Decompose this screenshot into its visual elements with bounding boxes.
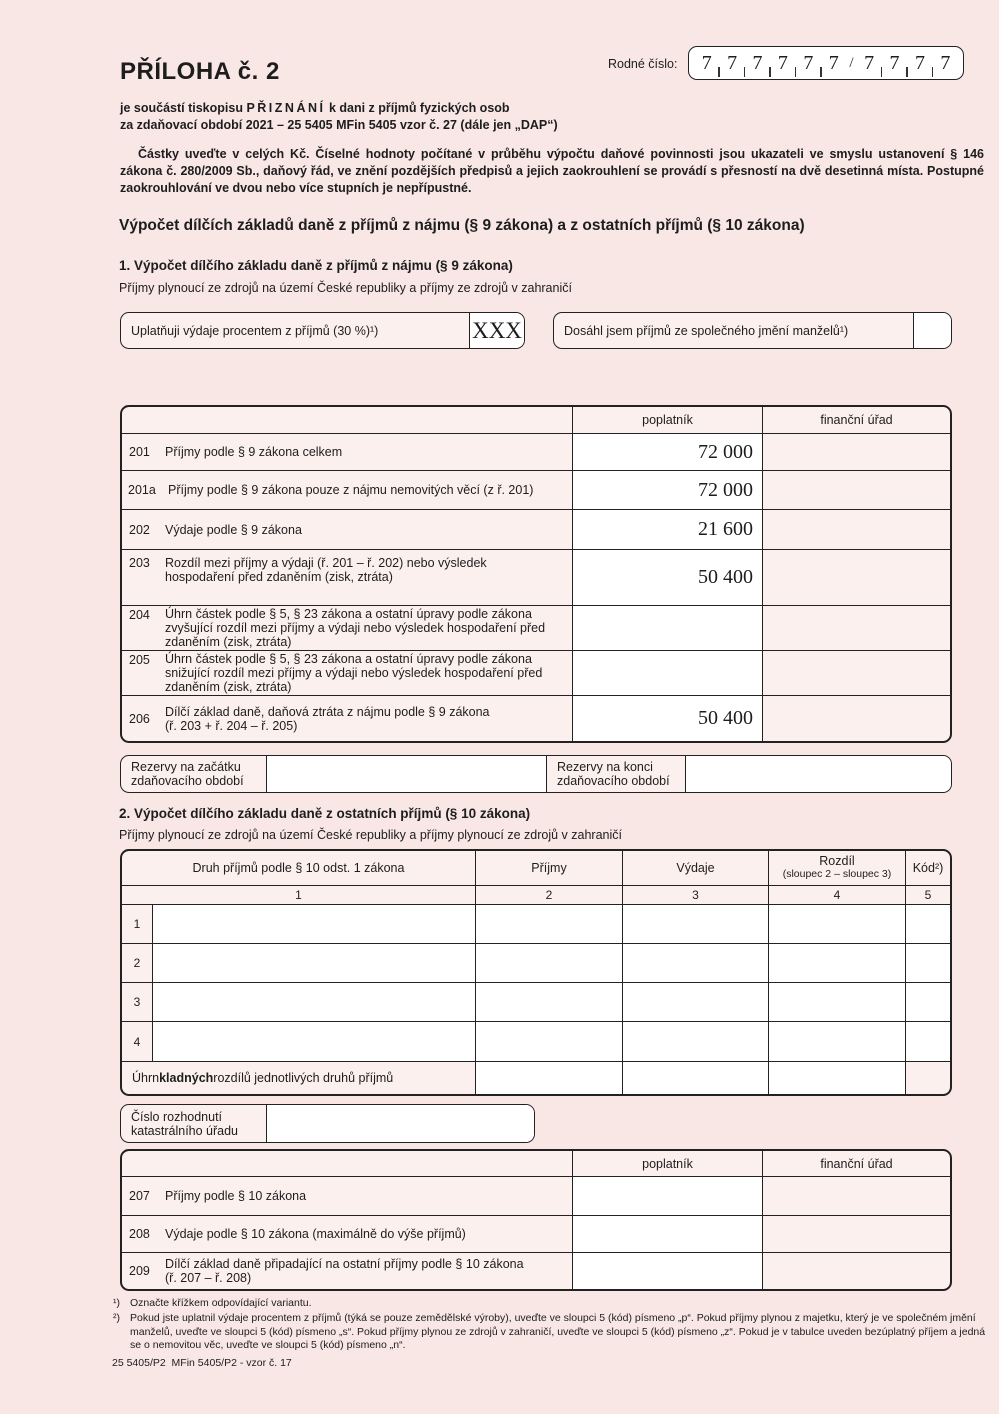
- row-2-druh-input[interactable]: [152, 943, 475, 982]
- checkbox-spouse-income-label: Dosáhl jsem příjmů ze společného jmění manželů¹): [564, 323, 849, 338]
- row-label: [165, 523, 572, 537]
- footnote-2-text: Pokud jste uplatnil výdaje procentem z příjmů (týká se pouze zemědělské výroby), uveďte ve sloupci 5 (kód) písmeno „p“. Pokud příjmy plynou z majetku, který je ve společném jmění manželů, uveďte ve sloupci 5 (kód) písmeno „s“. Pokud příjmy plynou ze zdrojů v zahraničí, uveďte ve sloupci 5 (kód) písmeno „z“. Pokud je v tabulce uveden bezúplatný příjem a jedná se o nemovitou věc, uveďte ve sloupci 5 (kód) písmeno „n“.: [130, 1312, 986, 1351]
- table-row-206: [122, 695, 950, 741]
- table2-data-row-2: [122, 943, 950, 982]
- row-label-text: Dílčí základ daně připadající na ostatní příjmy podle § 10 zákona: [165, 1257, 524, 1271]
- table-header-row: [122, 407, 950, 433]
- colnum-1: 1: [122, 885, 475, 904]
- row-4-prijmy-input[interactable]: [475, 1021, 622, 1061]
- table-row-209: [122, 1252, 950, 1289]
- table2-data-row-3: [122, 982, 950, 1021]
- row-202-poplatnik-input[interactable]: [572, 509, 762, 549]
- katastr-label: Číslo rozhodnutí katastrálního úřadu: [131, 1109, 239, 1138]
- row-number: 201a: [128, 483, 156, 497]
- row-label-line2: (ř. 203 + ř. 204 – ř. 205): [165, 718, 298, 733]
- row-209-poplatnik-input[interactable]: [572, 1252, 762, 1289]
- rodne-cislo-digit: 7: [719, 47, 744, 79]
- rodne-cislo-digit: 7: [796, 47, 821, 79]
- checkbox-percent-expenses-label: Uplatňuji výdaje procentem z příjmů (30 %)¹): [131, 323, 379, 338]
- uhrn-label: [122, 1061, 475, 1094]
- colnum-3: 3: [622, 885, 768, 904]
- row-206-poplatnik-input[interactable]: [572, 695, 762, 741]
- rodne-cislo-digit: 7: [745, 47, 770, 79]
- rownum-3: 3: [122, 982, 152, 1021]
- row-206-financni-urad-cell[interactable]: [762, 695, 950, 741]
- rodne-cislo-digit: 7: [701, 51, 712, 74]
- header-rozdil-sub: (sloupec 2 – sloupec 3): [782, 868, 892, 880]
- header-empty-cell: [122, 1151, 572, 1176]
- subtitle-line1-emph: PŘIZNÁNÍ: [246, 101, 326, 115]
- row-label: [165, 1257, 572, 1285]
- row-3-vydaje-input[interactable]: [622, 982, 768, 1021]
- row-4-kod-input[interactable]: [905, 1021, 950, 1061]
- page-title: PŘÍLOHA č. 2: [120, 58, 280, 85]
- row-number: 207: [129, 1189, 150, 1203]
- row-number: 202: [129, 522, 150, 537]
- row-number: 205: [129, 653, 150, 667]
- table2-colnumber-row: [122, 885, 950, 904]
- row-205-financni-urad-cell[interactable]: [762, 650, 950, 695]
- checkbox-percent-expenses-box[interactable]: XXX: [469, 313, 524, 348]
- footnote-2-marker: ²): [113, 1312, 120, 1324]
- row-207-label-cell: [122, 1176, 572, 1215]
- row-2-vydaje-input[interactable]: [622, 943, 768, 982]
- header-vydaje: Výdaje: [622, 851, 768, 885]
- row-number: 208: [129, 1227, 150, 1241]
- uhrn-vydaje-input[interactable]: [622, 1061, 768, 1094]
- uhrn-label-bold: kladných: [159, 1071, 214, 1085]
- row-201-value: 72 000: [698, 440, 753, 463]
- header-druh-prijmu: Druh příjmů podle § 10 odst. 1 zákona: [192, 861, 405, 875]
- row-207-poplatnik-input[interactable]: [572, 1176, 762, 1215]
- table2-data-row-1: [122, 904, 950, 943]
- row-204-label-cell: [122, 605, 572, 650]
- uhrn-rozdil-input[interactable]: [768, 1061, 905, 1094]
- row-number: 201: [129, 445, 150, 459]
- table3-header-row: [122, 1151, 950, 1176]
- row-202-label-cell: [122, 509, 572, 549]
- row-202-financni-urad-cell[interactable]: [762, 509, 950, 549]
- table-section1: [120, 405, 952, 743]
- row-label-text: Úhrn částek podle § 5, § 23 zákona a ostatní úpravy podle zákona zvyšující rozdíl mezi příjmy a výdaji nebo výsledek hospodaření před zdaněním (zisk, ztráta): [165, 607, 546, 649]
- rownum-1: 1: [122, 904, 152, 943]
- table-row-203: [122, 549, 950, 605]
- rodne-cislo-slash: /: [849, 54, 854, 71]
- row-2-prijmy-input[interactable]: [475, 943, 622, 982]
- row-number: 206: [129, 711, 150, 726]
- instructions-paragraph: Částky uveďte v celých Kč. Číselné hodnoty počítané v průběhu výpočtu daňové povinnosti jsou ukazateli ve smyslu ustanovení § 146 zákona č. 280/2009 Sb., daňový řád, ve znění pozdějších předpisů a jejich zaokrouhlení se provádí s přesností na dvě desetinná místa. Postupné zaokrouhlování ve dvou nebo více stupních je nepřípustné.: [120, 147, 984, 195]
- header-kod: Kód²): [905, 851, 950, 885]
- section1-subheading: Příjmy plynoucí ze zdrojů na území České republiky a příjmy ze zdrojů v zahraničí: [119, 281, 572, 295]
- main-heading: Výpočet dílčích základů daně z příjmů z nájmu (§ 9 zákona) a z ostatních příjmů (§ 10 zákona): [119, 217, 805, 234]
- row-203-value: 50 400: [698, 566, 753, 588]
- row-3-prijmy-input[interactable]: [475, 982, 622, 1021]
- rownum-4: 4: [122, 1021, 152, 1061]
- row-1-druh-input[interactable]: [152, 904, 475, 943]
- rodne-cislo-digit: 7: [933, 47, 958, 79]
- header-poplatnik: poplatník: [572, 407, 762, 433]
- row-201-label-cell: [122, 433, 572, 470]
- row-209-label-cell: [122, 1252, 572, 1289]
- row-number: 203: [129, 556, 150, 570]
- checkbox-spouse-income: [553, 312, 952, 349]
- row-206-label-cell: [122, 695, 572, 741]
- row-201a-financni-urad-cell[interactable]: [762, 470, 950, 509]
- checkbox-percent-expenses: [120, 312, 525, 349]
- row-label-text: Příjmy podle § 9 zákona pouze z nájmu nemovitých věcí (z ř. 201): [168, 483, 534, 497]
- row-209-financni-urad-cell[interactable]: [762, 1252, 950, 1289]
- row-label: [165, 556, 531, 584]
- row-201-poplatnik-input[interactable]: [572, 433, 762, 470]
- table2-header-row: [122, 851, 950, 885]
- subtitle-line2: za zdaňovací období 2021 – 25 5405 MFin 5405 vzor č. 27 (dále jen „DAP“): [120, 118, 558, 132]
- row-label: [165, 705, 572, 733]
- rodne-cislo-digit: 7: [907, 47, 932, 79]
- subtitle-line1-pre: je součástí tiskopisu: [120, 101, 247, 115]
- section2-heading: 2. Výpočet dílčího základu daně z ostatních příjmů (§ 10 zákona): [119, 806, 531, 821]
- row-203-financni-urad-cell[interactable]: [762, 549, 950, 605]
- row-205-label-cell: [122, 650, 572, 695]
- header-rozdil-title: Rozdíl: [819, 854, 855, 868]
- row-label-text: Příjmy podle § 9 zákona celkem: [165, 445, 343, 459]
- colnum-2: 2: [475, 885, 622, 904]
- colnum-5: 5: [905, 885, 950, 904]
- row-label-line2: (ř. 207 – ř. 208): [165, 1271, 252, 1285]
- row-1-prijmy-input[interactable]: [475, 904, 622, 943]
- form-code: 25 5405/P2 MFin 5405/P2 - vzor č. 17: [112, 1357, 292, 1369]
- table-row-205: [122, 650, 950, 695]
- footnote-1-marker: ¹): [113, 1297, 120, 1309]
- colnum-4: 4: [768, 885, 905, 904]
- header-financni-urad: finanční úřad: [762, 407, 950, 433]
- rezervy-start-input[interactable]: [266, 756, 546, 792]
- row-206-value: 50 400: [698, 707, 753, 729]
- uhrn-label-pre: Úhrn: [132, 1071, 160, 1085]
- table-row-207: [122, 1176, 950, 1215]
- footnote-1-text: Označte křížkem odpovídající variantu.: [130, 1297, 312, 1309]
- row-207-financni-urad-cell[interactable]: [762, 1176, 950, 1215]
- header-prijmy: Příjmy: [475, 851, 622, 885]
- footnote-1: [113, 1297, 988, 1311]
- rezervy-end-label: Rezervy na konci zdaňovacího období: [546, 756, 685, 792]
- row-205-poplatnik-input[interactable]: [572, 650, 762, 695]
- row-label: [165, 1189, 572, 1203]
- row-number: 204: [129, 608, 150, 622]
- rodne-cislo-input[interactable]: [688, 46, 964, 80]
- row-201a-value: 72 000: [698, 478, 753, 501]
- table-row-204: [122, 605, 950, 650]
- katastr-input[interactable]: [266, 1105, 535, 1142]
- row-label-text: Výdaje podle § 10 zákona (maximálně do výše příjmů): [165, 1227, 466, 1241]
- footnote-2: [113, 1312, 991, 1353]
- row-4-rozdil-input[interactable]: [768, 1021, 905, 1061]
- table-row-201a: [122, 470, 950, 509]
- row-201a-label-cell: [122, 470, 572, 509]
- row-label-text: Výdaje podle § 9 zákona: [165, 522, 302, 537]
- row-3-druh-input[interactable]: [152, 982, 475, 1021]
- rodne-cislo-digit: 7: [864, 51, 875, 74]
- row-2-rozdil-input[interactable]: [768, 943, 905, 982]
- row-label-text: Dílčí základ daně, daňová ztráta z nájmu podle § 9 zákona: [165, 704, 490, 719]
- section1-heading: 1. Výpočet dílčího základu daně z příjmů z nájmu (§ 9 zákona): [119, 258, 513, 273]
- rodne-cislo-digit: 7: [770, 47, 795, 79]
- header-empty-cell: [122, 407, 572, 433]
- row-label: [165, 1227, 572, 1241]
- row-1-rozdil-input[interactable]: [768, 904, 905, 943]
- row-204-financni-urad-cell[interactable]: [762, 605, 950, 650]
- row-4-vydaje-input[interactable]: [622, 1021, 768, 1061]
- rownum-2: 2: [122, 943, 152, 982]
- row-202-value: 21 600: [698, 518, 753, 540]
- row-208-financni-urad-cell[interactable]: [762, 1215, 950, 1252]
- header-poplatnik: poplatník: [572, 1151, 762, 1176]
- row-201a-poplatnik-input[interactable]: [572, 470, 762, 509]
- row-208-label-cell: [122, 1215, 572, 1252]
- table2-uhrn-row: [122, 1061, 950, 1094]
- row-label: [168, 483, 572, 497]
- table-row-202: [122, 509, 950, 549]
- uhrn-prijmy-input[interactable]: [475, 1061, 622, 1094]
- row-203-label-cell: [122, 549, 572, 605]
- rezervy-end-input[interactable]: [685, 756, 952, 792]
- table-row-201: [122, 433, 950, 470]
- table-section3: [120, 1149, 952, 1291]
- row-203-poplatnik-input[interactable]: [572, 549, 762, 605]
- subtitle-line1-post: k dani z příjmů fyzických osob: [325, 101, 510, 115]
- rezervy-start-label: Rezervy na začátku zdaňovacího období: [131, 760, 244, 788]
- uhrn-label-post: rozdílů jednotlivých druhů příjmů: [213, 1071, 394, 1085]
- rezervy-strip: [120, 755, 952, 793]
- row-208-poplatnik-input[interactable]: [572, 1215, 762, 1252]
- table2-data-row-4: [122, 1021, 950, 1061]
- row-label: [165, 445, 572, 459]
- katastr-box: [120, 1104, 535, 1143]
- row-label-text: Úhrn částek podle § 5, § 23 zákona a ostatní úpravy podle zákona snižující rozdíl mezi příjmy a výdaji nebo výsledek hospodaření před zdaněním (zisk, ztráta): [165, 652, 543, 694]
- subtitle: [120, 100, 820, 134]
- row-label-text: Příjmy podle § 10 zákona: [165, 1189, 307, 1203]
- row-label: [165, 652, 572, 694]
- rodne-cislo-digit: 7: [821, 47, 846, 79]
- row-1-vydaje-input[interactable]: [622, 904, 768, 943]
- row-label-text: Rozdíl mezi příjmy a výdaji (ř. 201 – ř. 202) nebo výsledek hospodaření před zdaněním (zisk, ztráta): [165, 556, 487, 584]
- table-section2: [120, 849, 952, 1096]
- row-label: [165, 607, 572, 649]
- section2-subheading: Příjmy plynoucí ze zdrojů na území České republiky a příjmy plynoucí ze zdrojů v zahraničí: [119, 828, 622, 842]
- row-3-kod-input[interactable]: [905, 982, 950, 1021]
- row-2-kod-input[interactable]: [905, 943, 950, 982]
- rodne-cislo-digit: 7: [882, 47, 907, 79]
- row-4-druh-input[interactable]: [152, 1021, 475, 1061]
- uhrn-kod-cell: [905, 1061, 950, 1094]
- table-row-208: [122, 1215, 950, 1252]
- checkbox-spouse-income-box[interactable]: [913, 313, 951, 348]
- row-204-poplatnik-input[interactable]: [572, 605, 762, 650]
- header-rozdil: [768, 851, 905, 885]
- rodne-cislo-label: Rodné číslo:: [608, 57, 678, 71]
- row-201-financni-urad-cell[interactable]: [762, 433, 950, 470]
- row-number: 209: [129, 1264, 150, 1278]
- row-3-rozdil-input[interactable]: [768, 982, 905, 1021]
- row-1-kod-input[interactable]: [905, 904, 950, 943]
- header-financni-urad: finanční úřad: [762, 1151, 950, 1176]
